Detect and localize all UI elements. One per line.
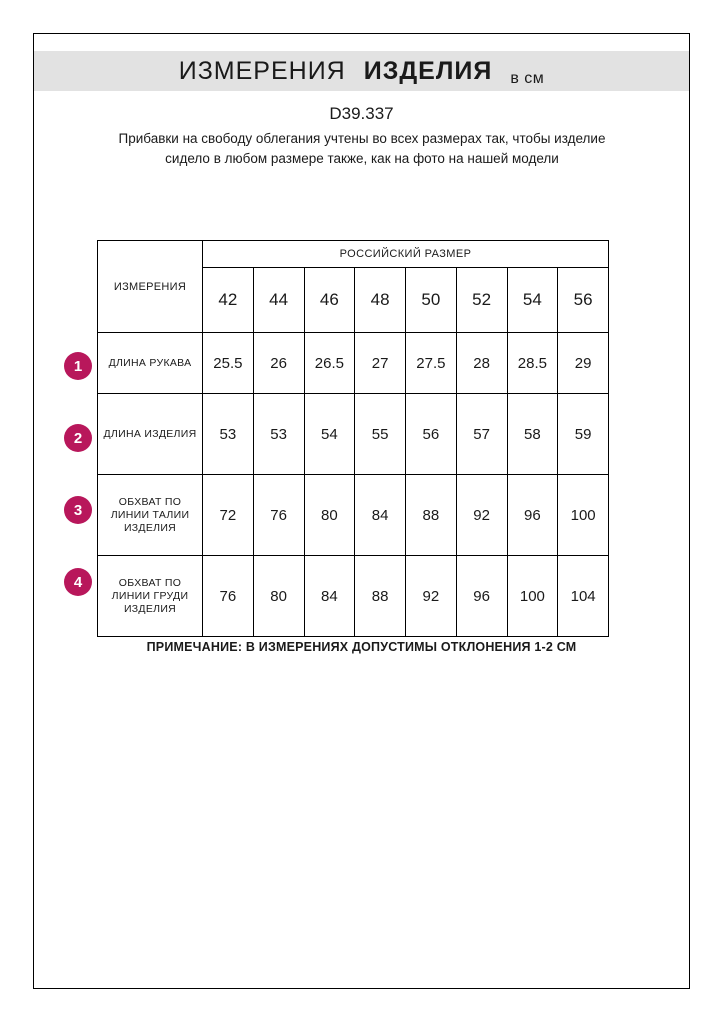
value-cell: 76 — [253, 475, 304, 556]
value-cell: 57 — [456, 394, 507, 475]
row-badge-3: 3 — [64, 496, 92, 524]
value-cell: 80 — [253, 556, 304, 637]
value-cell: 27 — [355, 333, 406, 394]
size-cell: 42 — [203, 268, 254, 333]
value-cell: 26.5 — [304, 333, 355, 394]
value-cell: 84 — [355, 475, 406, 556]
value-cell: 100 — [507, 556, 558, 637]
row-badge-4: 4 — [64, 568, 92, 596]
title-measurements: ИЗМЕРЕНИЯ — [178, 56, 346, 85]
table-row — [98, 556, 609, 637]
value-cell: 25.5 — [203, 333, 254, 394]
value-cell: 54 — [304, 394, 355, 475]
value-cell: 28 — [456, 333, 507, 394]
value-cell: 55 — [355, 394, 406, 475]
size-cell: 48 — [355, 268, 406, 333]
value-cell: 100 — [558, 475, 609, 556]
value-cell: 72 — [203, 475, 254, 556]
table-row — [98, 394, 609, 475]
size-cell: 46 — [304, 268, 355, 333]
value-cell: 84 — [304, 556, 355, 637]
value-cell: 27.5 — [406, 333, 457, 394]
table-header-row — [98, 241, 609, 268]
value-cell: 104 — [558, 556, 609, 637]
table-row — [98, 475, 609, 556]
row-label: ОБХВАТ ПО ЛИНИИ ГРУДИ ИЗДЕЛИЯ — [98, 556, 203, 637]
value-cell: 28.5 — [507, 333, 558, 394]
article-code: D39.337 — [329, 104, 394, 123]
value-cell: 59 — [558, 394, 609, 475]
row-badge-2: 2 — [64, 424, 92, 452]
value-cell: 96 — [507, 475, 558, 556]
value-cell: 53 — [203, 394, 254, 475]
size-table — [97, 240, 609, 637]
value-cell: 80 — [304, 475, 355, 556]
row-label: ДЛИНА ИЗДЕЛИЯ — [98, 394, 203, 475]
value-cell: 76 — [203, 556, 254, 637]
page-title — [34, 51, 689, 91]
size-cell: 44 — [253, 268, 304, 333]
value-cell: 29 — [558, 333, 609, 394]
intro-text: Прибавки на свободу облегания учтены во всех размерах так, чтобы изделие сидело в любом размере также, как на фото на нашей модели — [118, 131, 606, 166]
value-cell: 92 — [406, 556, 457, 637]
value-cell: 96 — [456, 556, 507, 637]
row-badge-1: 1 — [64, 352, 92, 380]
russian-size-header: РОССИЙСКИЙ РАЗМЕР — [203, 241, 609, 268]
size-cell: 56 — [558, 268, 609, 333]
value-cell: 53 — [253, 394, 304, 475]
title-product: ИЗДЕЛИЯ — [363, 56, 493, 85]
note-text: ПРИМЕЧАНИЕ: В ИЗМЕРЕНИЯХ ДОПУСТИМЫ ОТКЛОНЕНИЯ 1-2 СМ — [146, 640, 577, 654]
value-cell: 26 — [253, 333, 304, 394]
measurement-sheet — [33, 33, 690, 989]
row-label: ОБХВАТ ПО ЛИНИИ ТАЛИИ ИЗДЕЛИЯ — [98, 475, 203, 556]
table-row — [98, 333, 609, 394]
size-cell: 54 — [507, 268, 558, 333]
size-cell: 52 — [456, 268, 507, 333]
value-cell: 56 — [406, 394, 457, 475]
row-label: ДЛИНА РУКАВА — [98, 333, 203, 394]
measurements-header: ИЗМЕРЕНИЯ — [98, 241, 203, 333]
value-cell: 88 — [355, 556, 406, 637]
value-cell: 58 — [507, 394, 558, 475]
size-cell: 50 — [406, 268, 457, 333]
value-cell: 88 — [406, 475, 457, 556]
value-cell: 92 — [456, 475, 507, 556]
title-units: в см — [510, 70, 545, 87]
